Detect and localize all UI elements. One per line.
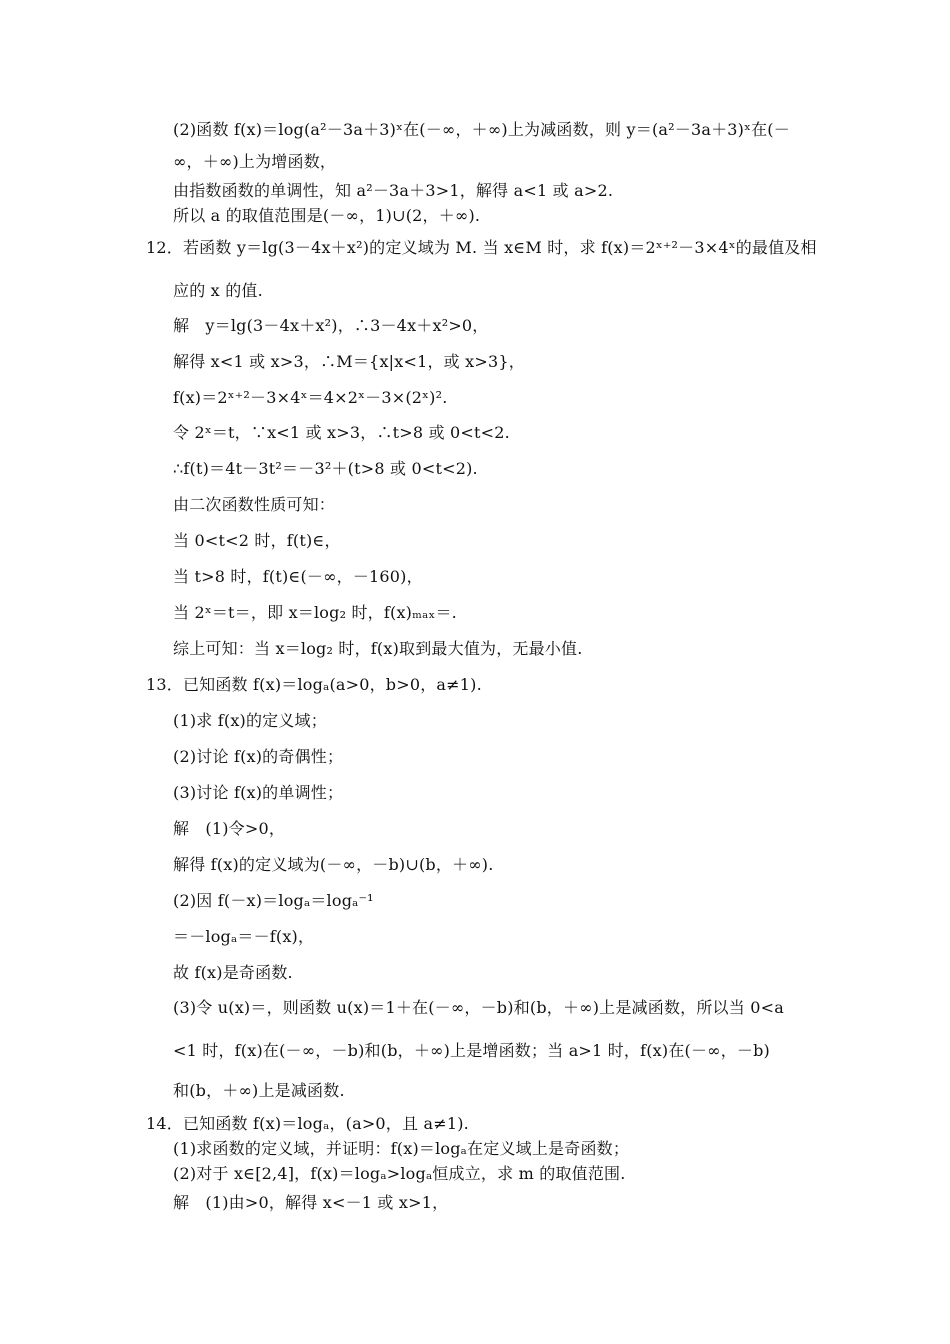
text-line: ∴f(t)＝4t－3t²＝－3²＋(t>8 或 0<t<2). bbox=[173, 459, 478, 478]
text-line: ＝－logₐ＝－f(x)， bbox=[173, 927, 315, 946]
solution-line: 解 y＝lg(3－4x＋x²)，∴3－4x＋x²>0， bbox=[173, 316, 489, 335]
text-line: 故 f(x)是奇函数. bbox=[173, 963, 293, 982]
solution-line: 解 (1)由>0，解得 x<－1 或 x>1， bbox=[173, 1193, 449, 1212]
text-line: 当 t>8 时，f(t)∈(－∞，－160)， bbox=[173, 567, 423, 586]
text-line: (2)对于 x∈[2,4]，f(x)＝logₐ>logₐ恒成立，求 m 的取值范围. bbox=[173, 1164, 626, 1183]
text-line: (2)讨论 f(x)的奇偶性； bbox=[173, 747, 344, 766]
text-line: (3)令 u(x)＝，则函数 u(x)＝1＋在(－∞，－b)和(b，＋∞)上是减函数，所以当 0<a bbox=[173, 998, 784, 1017]
text-line: 解得 f(x)的定义域为(－∞，－b)∪(b，＋∞). bbox=[173, 855, 494, 874]
text-line: (2)函数 f(x)＝log(a²－3a＋3)ˣ在(－∞，＋∞)上为减函数，则 y＝(a²－3a＋3)ˣ在(－ bbox=[173, 120, 790, 139]
text-line: (2)因 f(－x)＝logₐ＝logₐ⁻¹ bbox=[173, 891, 374, 910]
text-line: (3)讨论 f(x)的单调性； bbox=[173, 783, 344, 802]
problem-13-statement: 13．已知函数 f(x)＝logₐ(a>0，b>0，a≠1). bbox=[146, 675, 482, 694]
text-line: <1 时，f(x)在(－∞，－b)和(b，＋∞)上是增函数；当 a>1 时，f(x)在(－∞，－b) bbox=[173, 1041, 770, 1060]
text-line: 所以 a 的取值范围是(－∞，1)∪(2，＋∞). bbox=[173, 206, 481, 225]
text-line: ∞，＋∞)上为增函数， bbox=[173, 152, 337, 171]
text-line: 和(b，＋∞)上是减函数. bbox=[173, 1081, 345, 1100]
text-line: 综上可知：当 x＝log₂ 时，f(x)取到最大值为，无最小值. bbox=[173, 639, 583, 658]
text-line: 由二次函数性质可知： bbox=[173, 495, 336, 514]
text-line: (1)求 f(x)的定义域； bbox=[173, 711, 327, 730]
text-line: 当 0<t<2 时，f(t)∈， bbox=[173, 531, 341, 550]
text-line: 令 2ˣ＝t，∵x<1 或 x>3，∴t>8 或 0<t<2. bbox=[173, 423, 510, 442]
text-line: (1)求函数的定义域，并证明：f(x)＝logₐ在定义域上是奇函数； bbox=[173, 1139, 630, 1158]
text-line: 由指数函数的单调性，知 a²－3a＋3>1，解得 a<1 或 a>2. bbox=[173, 181, 614, 200]
problem-12-statement: 12．若函数 y＝lg(3－4x＋x²)的定义域为 M. 当 x∈M 时，求 f(x)＝2ˣ⁺²－3×4ˣ的最值及相 bbox=[146, 238, 817, 257]
text-line: 解得 x<1 或 x>3，∴M＝{x|x<1，或 x>3}， bbox=[173, 352, 525, 371]
text-line: f(x)＝2ˣ⁺²－3×4ˣ＝4×2ˣ－3×(2ˣ)². bbox=[173, 388, 448, 407]
text-line: 应的 x 的值. bbox=[173, 281, 263, 300]
text-line: 当 2ˣ＝t＝，即 x＝log₂ 时，f(x)ₘₐₓ＝. bbox=[173, 603, 457, 622]
problem-14-statement: 14．已知函数 f(x)＝logₐ，(a>0，且 a≠1). bbox=[146, 1114, 469, 1133]
solution-line: 解 (1)令>0， bbox=[173, 819, 286, 838]
